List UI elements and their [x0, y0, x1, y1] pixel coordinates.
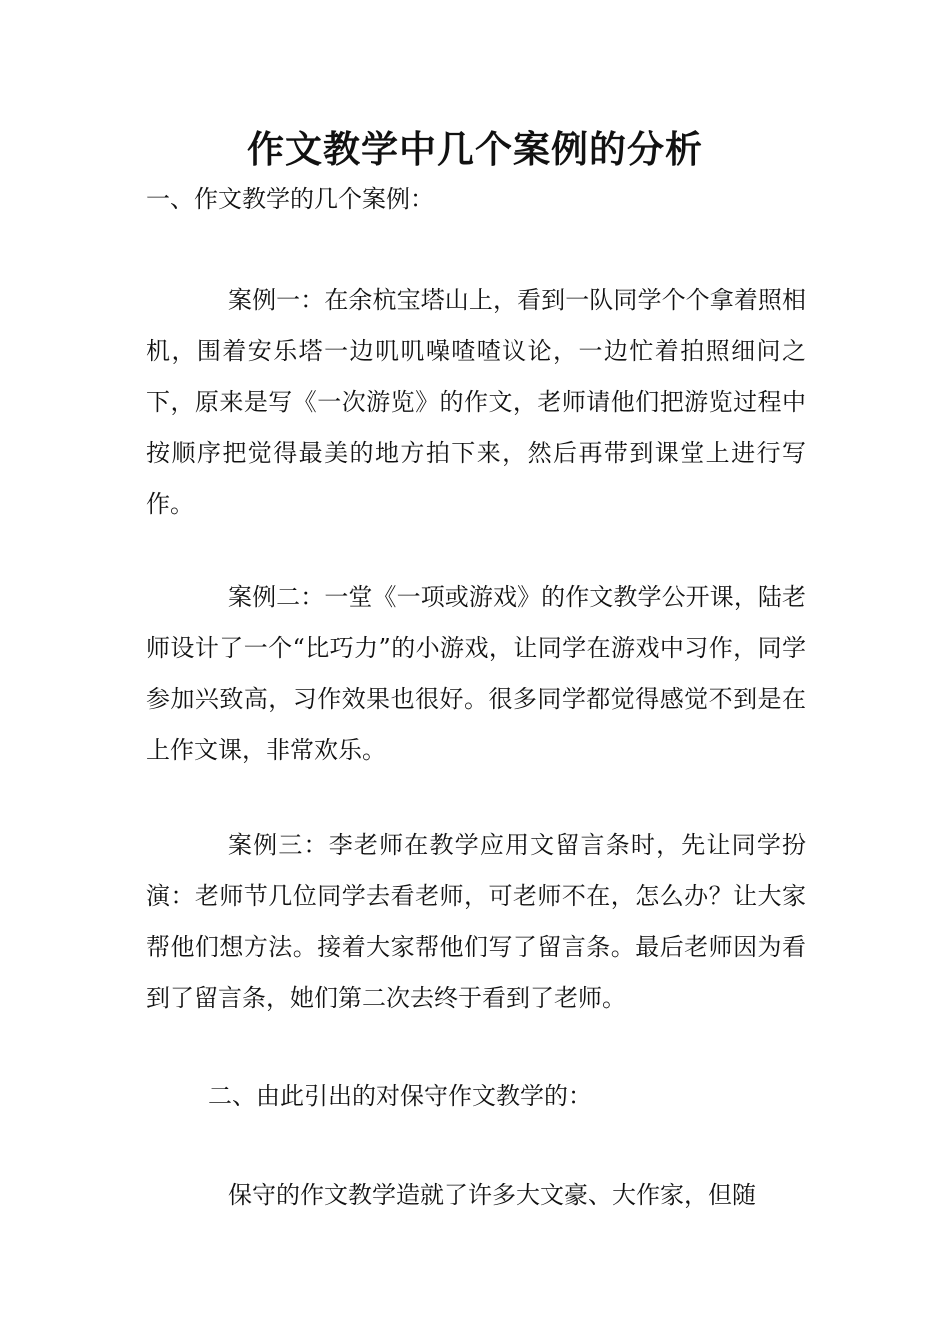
- paragraph-case-one: 案例一：在余杭宝塔山上，看到一队同学个个拿着照相机，围着安乐塔一边叽叽噪喳喳议论，一边忙着拍照细问之下，原来是写《一次游览》的作文，老师请他们把游览过程中按顺序把觉得最美的地方拍下来，然后再带到课堂上进行写作。: [146, 286, 806, 518]
- paragraph-case-two: 案例二：一堂《一项或游戏》的作文教学公开课，陆老师设计了一个“比巧力”的小游戏，让同学在游戏中习作，同学参加兴致高，习作效果也很好。很多同学都觉得感觉不到是在上作文课，非常欢乐。: [146, 583, 806, 764]
- paragraph-case-three: 案例三：李老师在教学应用文留言条时，先让同学扮演：老师节几位同学去看老师，可老师不在，怎么办？让大家帮他们想方法。接着大家帮他们写了留言条。最后老师因为看到了留言条，她们第二次去终于看到了老师。: [146, 831, 806, 1012]
- section-heading-cases: 一、作文教学的几个案例：: [146, 185, 434, 213]
- paragraph-traditional-teaching: 保守的作文教学造就了许多大文豪、大作家，但随: [228, 1181, 756, 1209]
- section-heading-analysis: 二、由此引出的对保守作文教学的：: [208, 1082, 592, 1110]
- document-title: 作文教学中几个案例的分析: [247, 128, 703, 171]
